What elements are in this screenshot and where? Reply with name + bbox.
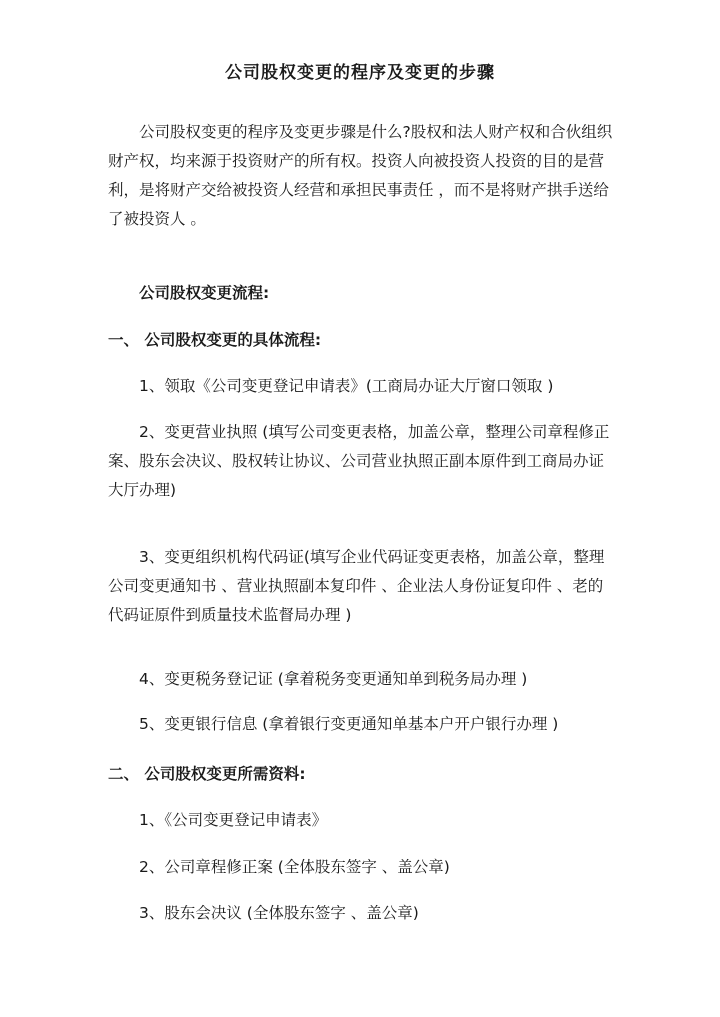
heading-specific-process: 一、 公司股权变更的具体流程: bbox=[108, 331, 322, 349]
material-3: 3、股东会决议 (全体股东签字 、盖公章) bbox=[139, 904, 419, 922]
step-3: 3、变更组织机构代码证(填写企业代码证变更表格，加盖公章，整理公司变更通知书 、营业执照副本复印件 、企业法人身份证复印件 、老的代码证原件到质量技术监督局办理 ) bbox=[108, 548, 605, 624]
step-5: 5、变更银行信息 (拿着银行变更通知单基本户开户银行办理 ) bbox=[139, 715, 559, 733]
intro-paragraph: 公司股权变更的程序及变更步骤是什么?股权和法人财产权和合伙组织财产权，均来源于投资财产的所有权。投资人向被投资人投资的目的是营利，是将财产交给被投资人经营和承担民事责任 ，而不是将财产拱手送给了被投资人 。 bbox=[108, 123, 613, 228]
document-title: 公司股权变更的程序及变更的步骤 bbox=[225, 63, 495, 83]
heading-process: 公司股权变更流程: bbox=[139, 284, 270, 302]
step-2: 2、变更营业执照 (填写公司变更表格，加盖公章，整理公司章程修正案、股东会决议、股权转让协议、公司营业执照正副本原件到工商局办证大厅办理) bbox=[108, 423, 610, 499]
step-4: 4、变更税务登记证 (拿着税务变更通知单到税务局办理 ) bbox=[139, 670, 528, 688]
material-2: 2、公司章程修正案 (全体股东签字 、盖公章) bbox=[139, 858, 450, 876]
heading-materials: 二、 公司股权变更所需资料: bbox=[108, 765, 306, 783]
material-1: 1、《公司变更登记申请表》 bbox=[139, 811, 328, 829]
step-1: 1、领取《公司变更登记申请表》(工商局办证大厅窗口领取 ) bbox=[139, 377, 554, 395]
